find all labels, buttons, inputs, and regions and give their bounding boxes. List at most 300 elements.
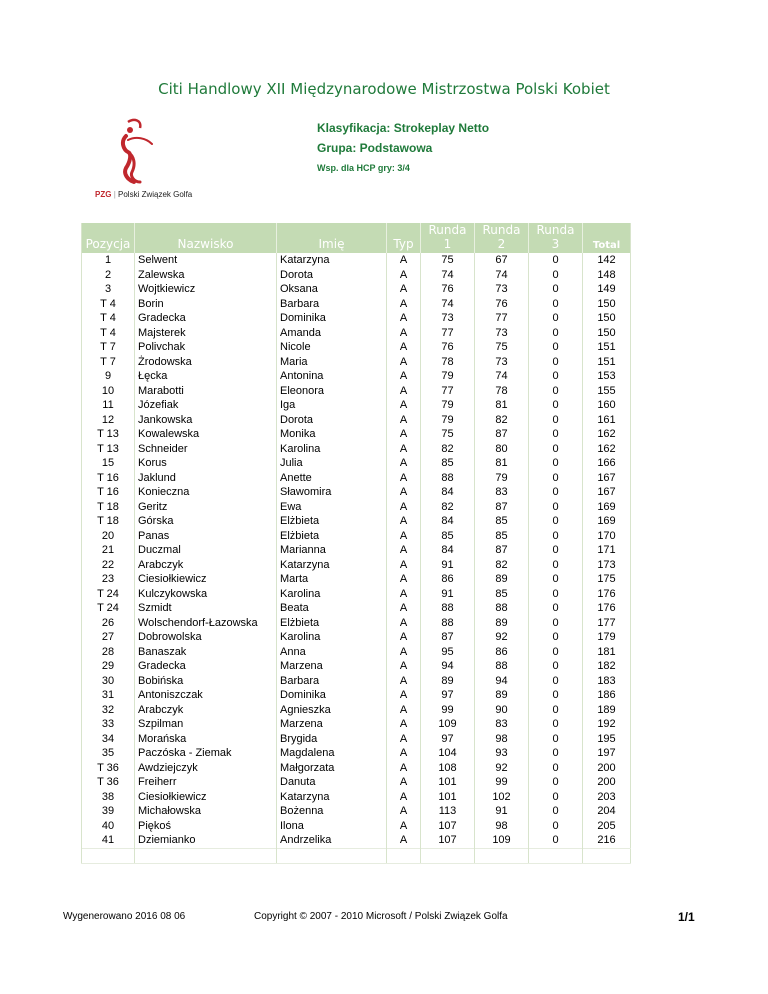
empty-cell [82, 848, 135, 863]
cell-surname: Awdziejczyk [135, 761, 277, 776]
cell-surname: Ciesiołkiewicz [135, 572, 277, 587]
cell-round-3: 0 [529, 775, 583, 790]
table-row [82, 645, 631, 660]
cell-total: 203 [583, 790, 631, 805]
cell-position: 21 [82, 543, 135, 558]
cell-round-3: 0 [529, 529, 583, 544]
cell-round-1: 79 [421, 413, 475, 428]
header-surname: Nazwisko [135, 223, 277, 253]
cell-surname: Banaszak [135, 645, 277, 660]
cell-surname: Paczóska - Ziemak [135, 746, 277, 761]
table-row [82, 268, 631, 283]
cell-type: A [387, 398, 421, 413]
cell-round-3: 0 [529, 311, 583, 326]
cell-first-name: Andrzelika [277, 833, 387, 848]
cell-round-2: 90 [475, 703, 529, 718]
cell-position: T 4 [82, 297, 135, 312]
cell-first-name: Nicole [277, 340, 387, 355]
header-total: Total [583, 223, 631, 253]
cell-surname: Wojtkiewicz [135, 282, 277, 297]
table-row [82, 326, 631, 341]
cell-type: A [387, 297, 421, 312]
cell-round-2: 87 [475, 543, 529, 558]
cell-position: 41 [82, 833, 135, 848]
cell-round-3: 0 [529, 253, 583, 268]
cell-round-3: 0 [529, 732, 583, 747]
cell-total: 182 [583, 659, 631, 674]
cell-type: A [387, 529, 421, 544]
cell-type: A [387, 427, 421, 442]
table-row [82, 369, 631, 384]
cell-position: T 13 [82, 427, 135, 442]
table-row [82, 674, 631, 689]
cell-position: 27 [82, 630, 135, 645]
cell-total: 162 [583, 442, 631, 457]
cell-first-name: Anna [277, 645, 387, 660]
cell-surname: Freiherr [135, 775, 277, 790]
cell-position: T 4 [82, 326, 135, 341]
cell-round-1: 107 [421, 819, 475, 834]
cell-position: 3 [82, 282, 135, 297]
table-row [82, 529, 631, 544]
cell-round-1: 101 [421, 790, 475, 805]
cell-round-2: 75 [475, 340, 529, 355]
cell-first-name: Katarzyna [277, 253, 387, 268]
cell-round-1: 85 [421, 456, 475, 471]
cell-type: A [387, 413, 421, 428]
cell-round-2: 102 [475, 790, 529, 805]
cell-surname: Szpilman [135, 717, 277, 732]
table-row [82, 804, 631, 819]
cell-position: T 4 [82, 311, 135, 326]
empty-cell [475, 848, 529, 863]
cell-first-name: Marianna [277, 543, 387, 558]
cell-round-1: 97 [421, 688, 475, 703]
cell-round-2: 85 [475, 514, 529, 529]
cell-surname: Gradecka [135, 311, 277, 326]
cell-first-name: Ilona [277, 819, 387, 834]
cell-round-1: 84 [421, 485, 475, 500]
cell-surname: Zalewska [135, 268, 277, 283]
cell-round-1: 82 [421, 442, 475, 457]
cell-first-name: Elżbieta [277, 616, 387, 631]
cell-surname: Morańska [135, 732, 277, 747]
table-row [82, 833, 631, 848]
cell-first-name: Karolina [277, 442, 387, 457]
cell-position: 35 [82, 746, 135, 761]
cell-total: 175 [583, 572, 631, 587]
cell-type: A [387, 456, 421, 471]
cell-round-1: 89 [421, 674, 475, 689]
cell-total: 189 [583, 703, 631, 718]
cell-round-3: 0 [529, 413, 583, 428]
cell-position: 34 [82, 732, 135, 747]
cell-round-2: 77 [475, 311, 529, 326]
cell-first-name: Elżbieta [277, 514, 387, 529]
cell-type: A [387, 500, 421, 515]
empty-cell [529, 848, 583, 863]
cell-total: 169 [583, 514, 631, 529]
cell-first-name: Katarzyna [277, 558, 387, 573]
cell-surname: Marabotti [135, 384, 277, 399]
cell-total: 200 [583, 775, 631, 790]
table-row [82, 297, 631, 312]
cell-type: A [387, 688, 421, 703]
cell-round-3: 0 [529, 471, 583, 486]
cell-first-name: Monika [277, 427, 387, 442]
cell-round-2: 76 [475, 297, 529, 312]
cell-first-name: Brygida [277, 732, 387, 747]
empty-cell [387, 848, 421, 863]
cell-type: A [387, 340, 421, 355]
classification-info [317, 121, 489, 173]
table-row [82, 427, 631, 442]
cell-round-3: 0 [529, 355, 583, 370]
cell-first-name: Marzena [277, 659, 387, 674]
cell-position: 1 [82, 253, 135, 268]
cell-first-name: Julia [277, 456, 387, 471]
results-body [82, 253, 631, 863]
cell-type: A [387, 369, 421, 384]
cell-surname: Dziemianko [135, 833, 277, 848]
cell-round-2: 74 [475, 369, 529, 384]
cell-round-1: 79 [421, 398, 475, 413]
cell-surname: Selwent [135, 253, 277, 268]
header-position: Pozycja [82, 223, 135, 253]
cell-round-3: 0 [529, 645, 583, 660]
copyright-text: Copyright © 2007 - 2010 Microsoft / Polski Związek Golfa [254, 911, 508, 922]
cell-total: 161 [583, 413, 631, 428]
cell-type: A [387, 775, 421, 790]
cell-position: T 24 [82, 587, 135, 602]
cell-position: 40 [82, 819, 135, 834]
cell-type: A [387, 543, 421, 558]
cell-round-1: 95 [421, 645, 475, 660]
table-row [82, 587, 631, 602]
cell-round-1: 76 [421, 340, 475, 355]
cell-first-name: Beata [277, 601, 387, 616]
cell-first-name: Sławomira [277, 485, 387, 500]
table-row [82, 616, 631, 631]
cell-total: 197 [583, 746, 631, 761]
table-row [82, 500, 631, 515]
cell-surname: Arabczyk [135, 703, 277, 718]
cell-round-2: 82 [475, 413, 529, 428]
cell-surname: Wolschendorf-Łazowska [135, 616, 277, 631]
cell-surname: Kulczykowska [135, 587, 277, 602]
cell-position: T 7 [82, 340, 135, 355]
cell-position: 31 [82, 688, 135, 703]
empty-cell [583, 848, 631, 863]
cell-round-1: 75 [421, 253, 475, 268]
cell-total: 150 [583, 311, 631, 326]
cell-total: 151 [583, 355, 631, 370]
table-row [82, 630, 631, 645]
cell-type: A [387, 790, 421, 805]
cell-surname: Gradecka [135, 659, 277, 674]
cell-round-3: 0 [529, 456, 583, 471]
empty-cell [421, 848, 475, 863]
cell-round-3: 0 [529, 340, 583, 355]
cell-total: 179 [583, 630, 631, 645]
cell-position: T 16 [82, 471, 135, 486]
cell-round-1: 107 [421, 833, 475, 848]
cell-position: T 36 [82, 761, 135, 776]
cell-round-2: 73 [475, 282, 529, 297]
cell-first-name: Antonina [277, 369, 387, 384]
cell-round-1: 101 [421, 775, 475, 790]
table-row [82, 761, 631, 776]
cell-surname: Jankowska [135, 413, 277, 428]
cell-type: A [387, 485, 421, 500]
cell-round-3: 0 [529, 703, 583, 718]
cell-round-3: 0 [529, 514, 583, 529]
cell-position: 15 [82, 456, 135, 471]
cell-total: 177 [583, 616, 631, 631]
cell-surname: Antoniszczak [135, 688, 277, 703]
table-row [82, 442, 631, 457]
table-row [82, 746, 631, 761]
cell-round-2: 109 [475, 833, 529, 848]
cell-total: 183 [583, 674, 631, 689]
cell-round-2: 92 [475, 761, 529, 776]
cell-position: T 16 [82, 485, 135, 500]
table-row [82, 775, 631, 790]
cell-type: A [387, 572, 421, 587]
hcp-note: Wsp. dla HCP gry: 3/4 [317, 163, 410, 173]
cell-total: 153 [583, 369, 631, 384]
cell-round-1: 82 [421, 500, 475, 515]
cell-total: 181 [583, 645, 631, 660]
empty-cell [277, 848, 387, 863]
cell-type: A [387, 311, 421, 326]
cell-first-name: Agnieszka [277, 703, 387, 718]
cell-type: A [387, 587, 421, 602]
cell-round-1: 79 [421, 369, 475, 384]
cell-surname: Szmidt [135, 601, 277, 616]
table-row [82, 384, 631, 399]
table-row [82, 558, 631, 573]
cell-first-name: Dominika [277, 688, 387, 703]
cell-position: T 18 [82, 514, 135, 529]
cell-surname: Dobrowolska [135, 630, 277, 645]
cell-round-1: 76 [421, 282, 475, 297]
cell-total: 150 [583, 326, 631, 341]
table-row [82, 688, 631, 703]
cell-round-3: 0 [529, 746, 583, 761]
cell-total: 167 [583, 471, 631, 486]
table-row [82, 659, 631, 674]
cell-total: 142 [583, 253, 631, 268]
cell-position: T 24 [82, 601, 135, 616]
cell-round-2: 85 [475, 587, 529, 602]
cell-round-2: 88 [475, 601, 529, 616]
cell-round-3: 0 [529, 761, 583, 776]
cell-first-name: Dominika [277, 311, 387, 326]
table-row [82, 703, 631, 718]
cell-round-3: 0 [529, 616, 583, 631]
cell-round-3: 0 [529, 369, 583, 384]
cell-round-2: 86 [475, 645, 529, 660]
cell-round-3: 0 [529, 717, 583, 732]
table-row [82, 471, 631, 486]
cell-round-2: 83 [475, 717, 529, 732]
cell-position: 29 [82, 659, 135, 674]
cell-round-1: 94 [421, 659, 475, 674]
cell-round-1: 88 [421, 601, 475, 616]
cell-surname: Polivchak [135, 340, 277, 355]
cell-round-1: 77 [421, 326, 475, 341]
cell-first-name: Karolina [277, 630, 387, 645]
header-type: Typ [387, 223, 421, 253]
cell-position: 10 [82, 384, 135, 399]
cell-type: A [387, 761, 421, 776]
cell-type: A [387, 355, 421, 370]
cell-round-2: 88 [475, 659, 529, 674]
cell-type: A [387, 268, 421, 283]
cell-type: A [387, 616, 421, 631]
cell-round-2: 74 [475, 268, 529, 283]
cell-type: A [387, 442, 421, 457]
cell-first-name: Magdalena [277, 746, 387, 761]
cell-total: 195 [583, 732, 631, 747]
table-row [82, 732, 631, 747]
cell-first-name: Elżbieta [277, 529, 387, 544]
cell-round-1: 99 [421, 703, 475, 718]
group-label: Grupa: Podstawowa [317, 141, 433, 155]
cell-position: T 13 [82, 442, 135, 457]
cell-position: 11 [82, 398, 135, 413]
table-header-row [82, 223, 631, 253]
cell-round-1: 73 [421, 311, 475, 326]
table-empty-row [82, 848, 631, 863]
cell-round-2: 93 [475, 746, 529, 761]
logo-caption: PZG | Polski Związek Golfa [95, 190, 193, 199]
header-first-name: Imię [277, 223, 387, 253]
cell-total: 148 [583, 268, 631, 283]
cell-position: T 18 [82, 500, 135, 515]
cell-total: 176 [583, 601, 631, 616]
table-row [82, 282, 631, 297]
cell-round-2: 80 [475, 442, 529, 457]
cell-type: A [387, 819, 421, 834]
cell-surname: Michałowska [135, 804, 277, 819]
cell-type: A [387, 471, 421, 486]
cell-surname: Panas [135, 529, 277, 544]
cell-total: 204 [583, 804, 631, 819]
cell-total: 155 [583, 384, 631, 399]
table-row [82, 819, 631, 834]
cell-round-2: 81 [475, 398, 529, 413]
cell-first-name: Eleonora [277, 384, 387, 399]
cell-round-3: 0 [529, 500, 583, 515]
cell-round-3: 0 [529, 558, 583, 573]
cell-type: A [387, 558, 421, 573]
cell-round-1: 77 [421, 384, 475, 399]
cell-position: 12 [82, 413, 135, 428]
header-round-1: Runda 1 [421, 223, 475, 253]
cell-round-1: 97 [421, 732, 475, 747]
table-row [82, 253, 631, 268]
cell-total: 169 [583, 500, 631, 515]
cell-round-3: 0 [529, 790, 583, 805]
table-row [82, 485, 631, 500]
cell-type: A [387, 601, 421, 616]
cell-position: 32 [82, 703, 135, 718]
cell-round-3: 0 [529, 297, 583, 312]
cell-position: 2 [82, 268, 135, 283]
cell-position: 20 [82, 529, 135, 544]
cell-round-1: 91 [421, 587, 475, 602]
cell-round-1: 74 [421, 268, 475, 283]
cell-total: 173 [583, 558, 631, 573]
cell-position: 23 [82, 572, 135, 587]
cell-round-1: 88 [421, 471, 475, 486]
cell-total: 205 [583, 819, 631, 834]
cell-first-name: Marzena [277, 717, 387, 732]
table-row [82, 543, 631, 558]
cell-type: A [387, 630, 421, 645]
cell-round-1: 113 [421, 804, 475, 819]
cell-position: T 7 [82, 355, 135, 370]
cell-round-3: 0 [529, 833, 583, 848]
logo-abbrev: PZG [95, 190, 112, 199]
cell-round-2: 98 [475, 819, 529, 834]
cell-position: 38 [82, 790, 135, 805]
cell-first-name: Iga [277, 398, 387, 413]
cell-position: 28 [82, 645, 135, 660]
cell-round-2: 92 [475, 630, 529, 645]
logo-name: Polski Związek Golfa [118, 190, 193, 199]
cell-total: 149 [583, 282, 631, 297]
cell-round-3: 0 [529, 819, 583, 834]
header-round-3: Runda 3 [529, 223, 583, 253]
cell-round-2: 79 [475, 471, 529, 486]
cell-first-name: Ewa [277, 500, 387, 515]
cell-round-1: 87 [421, 630, 475, 645]
cell-round-3: 0 [529, 398, 583, 413]
cell-round-2: 67 [475, 253, 529, 268]
cell-surname: Borin [135, 297, 277, 312]
cell-first-name: Barbara [277, 674, 387, 689]
cell-surname: Bobińska [135, 674, 277, 689]
cell-position: 22 [82, 558, 135, 573]
cell-first-name: Bożenna [277, 804, 387, 819]
cell-type: A [387, 674, 421, 689]
cell-position: 26 [82, 616, 135, 631]
cell-type: A [387, 746, 421, 761]
cell-surname: Schneider [135, 442, 277, 457]
cell-round-3: 0 [529, 268, 583, 283]
cell-type: A [387, 833, 421, 848]
table-row [82, 601, 631, 616]
cell-first-name: Karolina [277, 587, 387, 602]
cell-round-1: 84 [421, 514, 475, 529]
cell-type: A [387, 804, 421, 819]
cell-round-2: 82 [475, 558, 529, 573]
cell-round-3: 0 [529, 442, 583, 457]
golfer-logo-icon [90, 116, 210, 188]
cell-surname: Geritz [135, 500, 277, 515]
cell-total: 192 [583, 717, 631, 732]
cell-total: 150 [583, 297, 631, 312]
cell-surname: Korus [135, 456, 277, 471]
table-row [82, 514, 631, 529]
cell-first-name: Dorota [277, 413, 387, 428]
cell-first-name: Danuta [277, 775, 387, 790]
cell-first-name: Małgorzata [277, 761, 387, 776]
cell-position: 39 [82, 804, 135, 819]
